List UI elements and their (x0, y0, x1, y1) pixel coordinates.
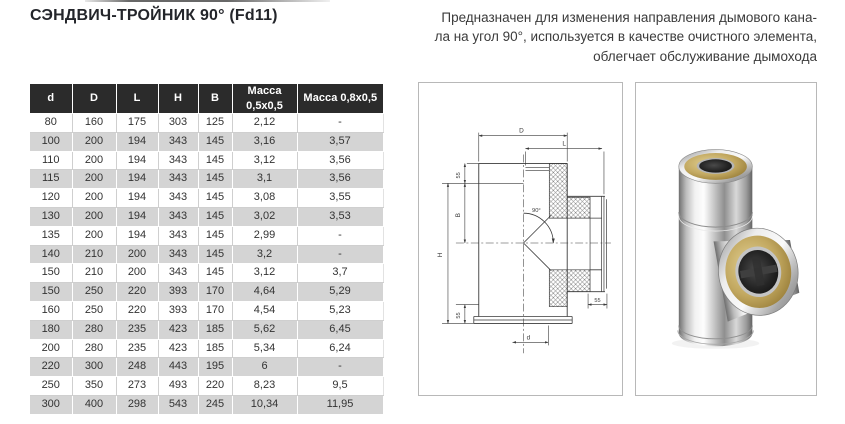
table-cell: 543 (158, 395, 198, 414)
table-cell: 194 (116, 151, 158, 170)
column-header-d: d (30, 84, 72, 114)
table-header-row (30, 84, 383, 114)
dim-label-H: H (437, 252, 445, 258)
column-header-D: D (72, 84, 116, 114)
table-cell: 220 (30, 358, 72, 377)
table-cell: 3,56 (297, 151, 383, 170)
table-cell: 200 (30, 339, 72, 358)
table-cell: 343 (158, 151, 198, 170)
table-cell: 125 (198, 114, 232, 133)
table-cell: 170 (198, 283, 232, 302)
table-cell: 400 (72, 395, 116, 414)
table-cell: 3,12 (232, 151, 297, 170)
table-cell: 300 (72, 358, 116, 377)
table-cell: 145 (198, 189, 232, 208)
tee-top-opening (679, 150, 753, 184)
table-cell: - (297, 358, 383, 377)
table-cell: 393 (158, 283, 198, 302)
table-cell: 9,5 (297, 377, 383, 396)
table-row (30, 226, 383, 245)
table-cell: 6 (232, 358, 297, 377)
table-cell: 8,23 (232, 377, 297, 396)
table-cell: 200 (72, 189, 116, 208)
description-line: Предназначен для изменения направления дымового кана- (441, 10, 817, 25)
table-cell: 145 (198, 170, 232, 189)
table-row (30, 377, 383, 396)
table-cell: 3,16 (232, 132, 297, 151)
dim-label-55-right: 55 (594, 298, 601, 305)
table-cell: 423 (158, 320, 198, 339)
table-cell: 3,2 (232, 245, 297, 264)
table-cell: 145 (198, 264, 232, 283)
table-cell: 210 (72, 264, 116, 283)
column-header-L: L (116, 84, 158, 114)
table-cell: 160 (30, 301, 72, 320)
table-cell: 175 (116, 114, 158, 133)
table-cell: 250 (30, 377, 72, 396)
insulation-hatch (549, 163, 590, 306)
table-cell: 170 (198, 301, 232, 320)
description-line: облегчает обслуживание дымохода (593, 48, 817, 64)
table-cell: 195 (198, 358, 232, 377)
table-cell: 80 (30, 114, 72, 133)
table-cell: 200 (72, 151, 116, 170)
table-cell: 3,57 (297, 132, 383, 151)
table-row (30, 320, 383, 339)
table-cell: 150 (30, 264, 72, 283)
table-cell: 235 (116, 320, 158, 339)
table-cell: 200 (116, 245, 158, 264)
table-row (30, 245, 383, 264)
table-cell: 200 (72, 132, 116, 151)
table-cell: - (297, 226, 383, 245)
tee-technical-drawing (419, 83, 622, 395)
table-cell: 443 (158, 358, 198, 377)
table-cell: 185 (198, 339, 232, 358)
table-cell: 194 (116, 189, 158, 208)
table-cell: 5,62 (232, 320, 297, 339)
column-header-B: B (198, 84, 232, 114)
table-cell: 194 (116, 170, 158, 189)
table-cell: 100 (30, 132, 72, 151)
table-cell: - (297, 245, 383, 264)
table-row (30, 283, 383, 302)
technical-drawing-panel (418, 82, 623, 396)
table-cell: 110 (30, 151, 72, 170)
table-cell: 10,34 (232, 395, 297, 414)
table-cell: 150 (30, 283, 72, 302)
table-cell: 303 (158, 114, 198, 133)
table-cell: 194 (116, 207, 158, 226)
table-cell: 343 (158, 189, 198, 208)
dim-label-55-bottom: 55 (455, 312, 462, 319)
table-row (30, 132, 383, 151)
column-header-mass-05: Масса 0,5x0,5 (232, 84, 297, 114)
table-cell: 300 (30, 395, 72, 414)
table-cell: 250 (72, 283, 116, 302)
table-row (30, 151, 383, 170)
table-cell: 5,23 (297, 301, 383, 320)
table-cell: 200 (72, 207, 116, 226)
table-cell: 280 (72, 339, 116, 358)
top-crop-artifact (85, 0, 330, 2)
table-cell: 194 (116, 226, 158, 245)
table-cell: 6,24 (297, 339, 383, 358)
table-cell: 200 (72, 226, 116, 245)
table-row (30, 114, 383, 133)
table-cell: 145 (198, 226, 232, 245)
product-description (417, 8, 817, 66)
table-cell: 343 (158, 207, 198, 226)
table-cell: 160 (72, 114, 116, 133)
table-cell: 3,12 (232, 264, 297, 283)
table-cell: 3,02 (232, 207, 297, 226)
table-cell: 298 (116, 395, 158, 414)
table-row (30, 395, 383, 414)
dim-label-L: L (562, 140, 567, 148)
table-cell: 3,7 (297, 264, 383, 283)
table-cell: 4,64 (232, 283, 297, 302)
table-cell: 135 (30, 226, 72, 245)
column-header-H: H (158, 84, 198, 114)
table-cell: 273 (116, 377, 158, 396)
table-cell: 235 (116, 339, 158, 358)
table-cell: - (297, 114, 383, 133)
table-row (30, 170, 383, 189)
table-cell: 145 (198, 245, 232, 264)
column-header-mass-08: Масса 0,8x0,5 (297, 84, 383, 114)
table-cell: 343 (158, 170, 198, 189)
product-photo-panel (635, 82, 817, 396)
table-cell: 343 (158, 226, 198, 245)
table-cell: 130 (30, 207, 72, 226)
table-cell: 200 (116, 264, 158, 283)
table-cell: 5,34 (232, 339, 297, 358)
table-cell: 3,08 (232, 189, 297, 208)
table-cell: 194 (116, 132, 158, 151)
table-cell: 350 (72, 377, 116, 396)
table-cell: 423 (158, 339, 198, 358)
dim-label-B: B (454, 213, 462, 218)
table-cell: 3,53 (297, 207, 383, 226)
table-cell: 493 (158, 377, 198, 396)
table-cell: 343 (158, 132, 198, 151)
page-title: СЭНДВИЧ-ТРОЙНИК 90° (Fd11) (30, 7, 278, 24)
dimensions-table (30, 84, 384, 415)
table-cell: 343 (158, 264, 198, 283)
dim-label-D: D (519, 127, 524, 135)
table-row (30, 339, 383, 358)
product-photo (636, 83, 816, 395)
table-cell: 185 (198, 320, 232, 339)
table-cell: 3,55 (297, 189, 383, 208)
table-cell: 6,45 (297, 320, 383, 339)
table-cell: 140 (30, 245, 72, 264)
table-cell: 248 (116, 358, 158, 377)
table-cell: 4,54 (232, 301, 297, 320)
table-cell: 393 (158, 301, 198, 320)
table-cell: 220 (116, 301, 158, 320)
table-cell: 280 (72, 320, 116, 339)
table-cell: 210 (72, 245, 116, 264)
table-cell: 343 (158, 245, 198, 264)
table-row (30, 358, 383, 377)
table-cell: 220 (198, 377, 232, 396)
table-cell: 180 (30, 320, 72, 339)
dim-label-55-top: 55 (455, 172, 462, 179)
table-cell: 245 (198, 395, 232, 414)
table-cell: 3,56 (297, 170, 383, 189)
table-row (30, 264, 383, 283)
table-cell: 5,29 (297, 283, 383, 302)
table-cell: 145 (198, 151, 232, 170)
table-cell: 3,1 (232, 170, 297, 189)
dim-label-d: d (526, 334, 531, 342)
description-line: ла на угол 90°, используется в качестве очистного элемента, (434, 29, 817, 45)
table-cell: 11,95 (297, 395, 383, 414)
table-cell: 120 (30, 189, 72, 208)
table-row (30, 189, 383, 208)
table-cell: 250 (72, 301, 116, 320)
table-cell: 2,12 (232, 114, 297, 133)
table-row (30, 301, 383, 320)
table-cell: 200 (72, 170, 116, 189)
table-row (30, 207, 383, 226)
table-cell: 2,99 (232, 226, 297, 245)
dim-label-angle: 90° (532, 208, 541, 215)
table-cell: 115 (30, 170, 72, 189)
table-cell: 145 (198, 207, 232, 226)
table-cell: 220 (116, 283, 158, 302)
table-cell: 145 (198, 132, 232, 151)
dimension-lines (442, 133, 607, 346)
